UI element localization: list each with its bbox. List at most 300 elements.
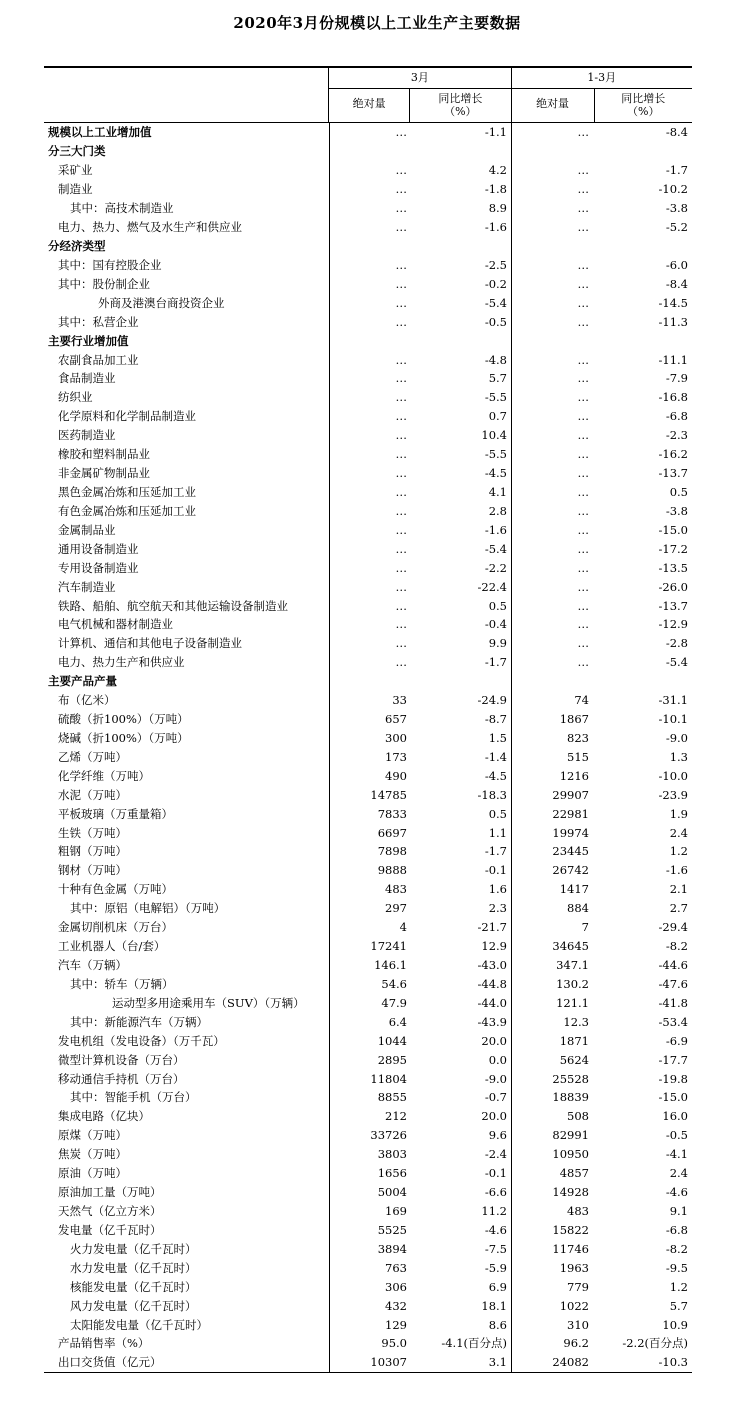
jan-mar-yoy-cell: -15.0 [658, 522, 688, 537]
jan-mar-absolute-cell: 130.2 [556, 976, 589, 991]
row-label: 出口交货值（亿元） [58, 1355, 162, 1370]
row-label: 生铁（万吨） [58, 825, 127, 840]
march-absolute-cell: 169 [385, 1204, 407, 1218]
row-label: 其中：股份制企业 [58, 276, 150, 291]
jan-mar-yoy-cell: -1.6 [665, 863, 688, 878]
section-heading: 主要产品产量 [48, 674, 117, 689]
jan-mar-yoy-cell: 9.1 [669, 1204, 688, 1218]
march-absolute-cell: 33 [392, 693, 407, 708]
jan-mar-absolute-cell: … [577, 655, 589, 670]
march-yoy-cell: -5.4 [484, 541, 507, 556]
march-yoy-cell: 12.9 [481, 939, 507, 954]
march-yoy-cell: -2.4 [484, 1147, 507, 1162]
jan-mar-absolute-cell: 74 [574, 693, 589, 708]
table-row [44, 634, 692, 653]
march-absolute-cell: 7898 [377, 844, 407, 859]
table-row [44, 1202, 692, 1221]
jan-mar-yoy-cell: 16.0 [662, 1109, 688, 1124]
table-row [44, 653, 692, 672]
jan-mar-absolute-cell: … [577, 182, 589, 197]
march-yoy-cell: 10.4 [481, 428, 507, 443]
row-label: 工业机器人（台/套） [58, 939, 166, 954]
jan-mar-yoy-cell: -13.7 [658, 598, 688, 613]
march-yoy-cell: -21.7 [477, 920, 507, 935]
table-row [44, 691, 692, 710]
jan-mar-yoy-cell: -9.0 [665, 730, 688, 745]
jan-mar-yoy-cell: -11.3 [658, 314, 688, 329]
march-absolute-cell: 432 [385, 1298, 407, 1313]
table-row [44, 804, 692, 823]
row-label: 发电机组（发电设备）（万千瓦） [58, 1033, 225, 1048]
jan-mar-yoy-cell: -10.3 [658, 1355, 688, 1370]
jan-mar-absolute-cell: 1022 [559, 1298, 589, 1313]
march-yoy-cell: 2.8 [488, 503, 507, 518]
table-row [44, 766, 692, 785]
table-row [44, 1031, 692, 1050]
march-yoy-cell: -0.4 [484, 617, 507, 632]
header-label-cell [44, 68, 328, 122]
march-yoy-cell: 9.9 [488, 636, 507, 651]
jan-mar-absolute-cell: … [577, 617, 589, 632]
table-row [44, 1315, 692, 1334]
march-absolute-cell: 129 [385, 1317, 407, 1332]
march-yoy-cell: -4.5 [484, 768, 507, 783]
march-yoy-cell: -43.0 [477, 958, 507, 973]
row-label: 电气机械和器材制造业 [58, 617, 173, 632]
jan-mar-absolute-cell: 7 [581, 920, 589, 935]
jan-mar-absolute-cell: … [577, 390, 589, 405]
march-absolute-cell: … [395, 295, 407, 310]
table-row [44, 161, 692, 180]
march-yoy-cell: 20.0 [481, 1109, 507, 1124]
table-row [44, 142, 692, 161]
march-absolute-cell: … [395, 598, 407, 613]
data-table [44, 66, 692, 1373]
table-row [44, 1145, 692, 1164]
table-row [44, 426, 692, 445]
jan-mar-absolute-cell: … [577, 201, 589, 216]
march-absolute-cell: … [395, 541, 407, 556]
march-yoy-cell: -2.5 [484, 257, 507, 272]
march-absolute-cell: … [395, 655, 407, 670]
march-absolute-cell: 146.1 [374, 958, 407, 973]
row-label: 烧碱（折100%）（万吨） [58, 730, 189, 745]
march-yoy-cell: 1.6 [488, 882, 507, 897]
table-row [44, 577, 692, 596]
jan-mar-absolute-cell: … [577, 522, 589, 537]
march-yoy-cell: 4.2 [488, 163, 507, 178]
march-yoy-cell: -6.6 [484, 1185, 507, 1200]
jan-mar-absolute-cell: … [577, 636, 589, 651]
row-label: 焦炭（万吨） [58, 1147, 127, 1162]
row-label: 金属制品业 [58, 522, 116, 537]
row-label: 原油加工量（万吨） [58, 1185, 162, 1200]
jan-mar-yoy-cell: -6.8 [665, 1222, 688, 1237]
jan-mar-yoy-cell: -10.1 [658, 712, 688, 727]
table-row [44, 899, 692, 918]
jan-mar-yoy-cell: -7.9 [665, 371, 688, 386]
jan-mar-yoy-cell: 2.4 [669, 825, 688, 840]
table-row [44, 1088, 692, 1107]
jan-mar-absolute-cell: 22981 [552, 806, 589, 821]
march-absolute-cell: 490 [385, 768, 407, 783]
table-row [44, 312, 692, 331]
jan-mar-absolute-cell: … [577, 352, 589, 367]
table-row [44, 501, 692, 520]
row-label: 集成电路（亿块） [58, 1109, 150, 1124]
table-row [44, 293, 692, 312]
table-row [44, 729, 692, 748]
header-jan-mar: 1-3月 [512, 68, 692, 89]
march-yoy-cell: 1.5 [488, 730, 507, 745]
row-label: 黑色金属冶炼和压延加工业 [58, 484, 196, 499]
march-yoy-cell: -44.8 [477, 976, 507, 991]
row-label: 铁路、船舶、航空航天和其他运输设备制造业 [58, 598, 288, 613]
march-yoy-cell: -4.6 [484, 1222, 507, 1237]
jan-mar-absolute-cell: 884 [567, 901, 589, 916]
march-absolute-cell: 7833 [377, 806, 407, 821]
jan-mar-yoy-cell: -47.6 [658, 976, 688, 991]
table-row [44, 350, 692, 369]
section-heading: 规模以上工业增加值 [48, 125, 152, 140]
header-march-yoy [409, 89, 510, 122]
march-yoy-cell: -1.4 [484, 749, 507, 764]
table-row [44, 1107, 692, 1126]
row-label: 其中：轿车（万辆） [70, 976, 174, 991]
jan-mar-yoy-cell: -12.9 [658, 617, 688, 632]
row-label: 电力、热力、燃气及水生产和供应业 [58, 220, 242, 235]
jan-mar-yoy-cell: -53.4 [658, 1014, 688, 1029]
march-yoy-cell: -8.7 [484, 712, 507, 727]
table-header [44, 68, 692, 123]
march-absolute-cell: 173 [385, 749, 407, 764]
march-absolute-cell: … [395, 201, 407, 216]
jan-mar-yoy-cell: -10.0 [658, 768, 688, 783]
march-yoy-cell: 2.3 [488, 901, 507, 916]
march-yoy-cell: 6.9 [488, 1279, 507, 1294]
row-label: 非金属矿物制品业 [58, 466, 150, 481]
march-absolute-cell: … [395, 484, 407, 499]
march-absolute-cell: 17241 [370, 939, 407, 954]
jan-mar-absolute-cell: … [577, 220, 589, 235]
march-absolute-cell: 6.4 [388, 1014, 407, 1029]
row-label: 其中：智能手机（万台） [70, 1090, 197, 1105]
table-row [44, 1126, 692, 1145]
row-label: 外商及港澳台商投资企业 [98, 295, 225, 310]
march-yoy-cell: -4.5 [484, 466, 507, 481]
jan-mar-absolute-cell: … [577, 125, 589, 140]
table-row [44, 237, 692, 256]
row-label: 移动通信手持机（万台） [58, 1071, 185, 1086]
jan-mar-absolute-cell: … [577, 447, 589, 462]
row-label: 其中：高技术制造业 [70, 201, 174, 216]
row-label: 发电量（亿千瓦时） [58, 1222, 162, 1237]
table-row [44, 842, 692, 861]
march-yoy-cell: 18.1 [481, 1298, 507, 1313]
march-absolute-cell: … [395, 522, 407, 537]
march-absolute-cell: … [395, 390, 407, 405]
jan-mar-absolute-cell: 1871 [559, 1033, 589, 1048]
jan-mar-absolute-cell: 23445 [552, 844, 589, 859]
jan-mar-yoy-cell: -5.2 [665, 220, 688, 235]
table-row [44, 1183, 692, 1202]
jan-mar-absolute-cell: 25528 [552, 1071, 589, 1086]
march-absolute-cell: 1044 [377, 1033, 407, 1048]
march-absolute-cell: 10307 [370, 1355, 407, 1370]
jan-mar-absolute-cell: … [577, 314, 589, 329]
table-row [44, 785, 692, 804]
march-absolute-cell: 54.6 [381, 976, 407, 991]
row-label: 纺织业 [58, 390, 93, 405]
march-absolute-cell: … [395, 617, 407, 632]
jan-mar-absolute-cell: 4857 [559, 1166, 589, 1181]
table-row [44, 199, 692, 218]
march-absolute-cell: … [395, 579, 407, 594]
jan-mar-yoy-cell: -8.4 [665, 276, 688, 291]
jan-mar-yoy-cell: -15.0 [658, 1090, 688, 1105]
jan-mar-yoy-cell: -17.7 [658, 1052, 688, 1067]
jan-mar-absolute-cell: … [577, 484, 589, 499]
jan-mar-yoy-cell: -1.7 [665, 163, 688, 178]
column-divider [511, 123, 512, 1372]
march-absolute-cell: 5004 [377, 1185, 407, 1200]
table-row [44, 1277, 692, 1296]
table-row [44, 558, 692, 577]
jan-mar-yoy-cell: -6.8 [665, 409, 688, 424]
march-absolute-cell: 483 [385, 882, 407, 897]
row-label: 其中：新能源汽车（万辆） [70, 1014, 208, 1029]
table-row [44, 218, 692, 237]
row-label: 十种有色金属（万吨） [58, 882, 173, 897]
jan-mar-absolute-cell: 1417 [559, 882, 589, 897]
jan-mar-absolute-cell: 18839 [552, 1090, 589, 1105]
table-row [44, 1012, 692, 1031]
row-label: 有色金属冶炼和压延加工业 [58, 503, 196, 518]
jan-mar-absolute-cell: 1867 [559, 712, 589, 727]
header-jan-mar-absolute: 绝对量 [536, 97, 570, 110]
header-march-yoy-line2: （%） [444, 105, 477, 118]
jan-mar-yoy-cell: 2.4 [669, 1166, 688, 1181]
jan-mar-absolute-cell: … [577, 257, 589, 272]
row-label: 采矿业 [58, 163, 93, 178]
march-absolute-cell: … [395, 428, 407, 443]
march-absolute-cell: 306 [385, 1279, 407, 1294]
march-absolute-cell: 300 [385, 730, 407, 745]
march-yoy-cell: -43.9 [477, 1014, 507, 1029]
row-label: 医药制造业 [58, 428, 116, 443]
march-yoy-cell: -1.6 [484, 220, 507, 235]
row-label: 核能发电量（亿千瓦时） [70, 1279, 197, 1294]
jan-mar-yoy-cell: -41.8 [658, 995, 688, 1010]
jan-mar-yoy-cell: -3.8 [665, 503, 688, 518]
row-label: 其中：国有控股企业 [58, 257, 162, 272]
march-yoy-cell: -1.1 [484, 125, 507, 140]
jan-mar-absolute-cell: 29907 [552, 787, 589, 802]
march-absolute-cell: 297 [385, 901, 407, 916]
row-label: 布（亿米） [58, 693, 116, 708]
jan-mar-yoy-cell: -10.2 [658, 182, 688, 197]
table-row [44, 1258, 692, 1277]
jan-mar-yoy-cell: -29.4 [658, 920, 688, 935]
jan-mar-absolute-cell: … [577, 409, 589, 424]
march-yoy-cell: 3.1 [488, 1355, 507, 1370]
jan-mar-yoy-cell: -14.5 [658, 295, 688, 310]
jan-mar-yoy-cell: -26.0 [658, 579, 688, 594]
row-label: 原煤（万吨） [58, 1128, 127, 1143]
row-label: 汽车制造业 [58, 579, 116, 594]
jan-mar-absolute-cell: 515 [567, 749, 589, 764]
table-row [44, 1220, 692, 1239]
march-absolute-cell: … [395, 220, 407, 235]
jan-mar-yoy-cell: 2.1 [669, 882, 688, 897]
jan-mar-yoy-cell: -13.7 [658, 466, 688, 481]
jan-mar-yoy-cell: -44.6 [658, 958, 688, 973]
jan-mar-absolute-cell: 10950 [552, 1147, 589, 1162]
march-yoy-cell: -2.2 [484, 560, 507, 575]
row-label: 计算机、通信和其他电子设备制造业 [58, 636, 242, 651]
march-absolute-cell: 33726 [370, 1128, 407, 1143]
march-absolute-cell: … [395, 163, 407, 178]
jan-mar-absolute-cell: 11746 [552, 1241, 589, 1256]
jan-mar-absolute-cell: 96.2 [563, 1336, 589, 1351]
march-yoy-cell: -5.5 [484, 447, 507, 462]
march-yoy-cell: 8.9 [488, 201, 507, 216]
march-absolute-cell: … [395, 276, 407, 291]
jan-mar-yoy-cell: 0.5 [669, 484, 688, 499]
jan-mar-yoy-cell: -3.8 [665, 201, 688, 216]
table-row [44, 1296, 692, 1315]
jan-mar-yoy-cell: -19.8 [658, 1071, 688, 1086]
jan-mar-yoy-cell: 1.9 [669, 806, 688, 821]
table-row [44, 596, 692, 615]
jan-mar-yoy-cell: -5.4 [665, 655, 688, 670]
row-label: 水泥（万吨） [58, 787, 127, 802]
jan-mar-yoy-cell: -16.8 [658, 390, 688, 405]
jan-mar-absolute-cell: 5624 [559, 1052, 589, 1067]
march-yoy-cell: 1.1 [488, 825, 507, 840]
march-yoy-cell: -0.1 [484, 863, 507, 878]
march-yoy-cell: 0.5 [488, 806, 507, 821]
table-row [44, 180, 692, 199]
march-yoy-cell: -9.0 [484, 1071, 507, 1086]
jan-mar-yoy-cell: -6.9 [665, 1033, 688, 1048]
row-label: 原油（万吨） [58, 1166, 127, 1181]
table-row [44, 539, 692, 558]
table-row [44, 1069, 692, 1088]
jan-mar-yoy-cell: -0.5 [665, 1128, 688, 1143]
row-label: 粗钢（万吨） [58, 844, 127, 859]
row-label: 其中：私营企业 [58, 314, 139, 329]
table-row [44, 388, 692, 407]
table-row [44, 672, 692, 691]
march-yoy-cell: -7.5 [484, 1241, 507, 1256]
table-row [44, 1353, 692, 1372]
table-row [44, 255, 692, 274]
jan-mar-absolute-cell: … [577, 466, 589, 481]
march-yoy-cell: 0.0 [488, 1052, 507, 1067]
march-yoy-cell: 0.7 [488, 409, 507, 424]
header-march: 3月 [329, 68, 510, 89]
march-absolute-cell: 8855 [377, 1090, 407, 1105]
header-march-yoy-line1: 同比增长 [438, 92, 483, 105]
jan-mar-yoy-cell: 10.9 [662, 1317, 688, 1332]
row-label: 农副食品加工业 [58, 352, 139, 367]
jan-mar-absolute-cell: … [577, 579, 589, 594]
table-row [44, 274, 692, 293]
table-row [44, 445, 692, 464]
jan-mar-absolute-cell: 24082 [552, 1355, 589, 1370]
march-absolute-cell: … [395, 125, 407, 140]
jan-mar-yoy-cell: -4.6 [665, 1185, 688, 1200]
march-absolute-cell: 212 [385, 1109, 407, 1124]
jan-mar-yoy-cell: -23.9 [658, 787, 688, 802]
jan-mar-yoy-cell: -11.1 [658, 352, 688, 367]
jan-mar-yoy-cell: -8.2 [665, 939, 688, 954]
jan-mar-yoy-cell: -2.3 [665, 428, 688, 443]
column-divider [329, 123, 330, 1372]
header-jan-mar-yoy-line2: （%） [627, 105, 660, 118]
march-absolute-cell: 95.0 [381, 1336, 407, 1351]
table-row [44, 520, 692, 539]
jan-mar-yoy-cell: -13.5 [658, 560, 688, 575]
march-absolute-cell: … [395, 371, 407, 386]
table-row [44, 407, 692, 426]
jan-mar-yoy-cell: -8.2 [665, 1241, 688, 1256]
march-yoy-cell: 11.2 [481, 1204, 507, 1218]
jan-mar-absolute-cell: 483 [567, 1204, 589, 1218]
march-absolute-cell: 1656 [377, 1166, 407, 1181]
table-row [44, 937, 692, 956]
march-absolute-cell: 4 [399, 920, 407, 935]
jan-mar-absolute-cell: … [577, 295, 589, 310]
header-march-absolute: 绝对量 [352, 97, 386, 110]
section-heading: 主要行业增加值 [48, 333, 129, 348]
table-row [44, 615, 692, 634]
jan-mar-yoy-cell: -16.2 [658, 447, 688, 462]
jan-mar-yoy-cell: -8.4 [665, 125, 688, 140]
jan-mar-absolute-cell: 508 [567, 1109, 589, 1124]
row-label: 金属切削机床（万台） [58, 920, 173, 935]
jan-mar-absolute-cell: 19974 [552, 825, 589, 840]
header-jan-mar-yoy-line1: 同比增长 [621, 92, 666, 105]
row-label: 化学原料和化学制品制造业 [58, 409, 196, 424]
row-label: 电力、热力生产和供应业 [58, 655, 185, 670]
header-group-march [328, 68, 510, 122]
jan-mar-yoy-cell: -2.8 [665, 636, 688, 651]
march-yoy-cell: -1.7 [484, 655, 507, 670]
jan-mar-absolute-cell: 26742 [552, 863, 589, 878]
march-absolute-cell: 5525 [377, 1222, 407, 1237]
row-label: 产品销售率（%） [58, 1336, 150, 1351]
row-label: 水力发电量（亿千瓦时） [70, 1260, 197, 1275]
jan-mar-absolute-cell: 15822 [552, 1222, 589, 1237]
table-row [44, 823, 692, 842]
jan-mar-yoy-cell: -31.1 [658, 693, 688, 708]
jan-mar-yoy-cell: -17.2 [658, 541, 688, 556]
jan-mar-absolute-cell: … [577, 371, 589, 386]
table-row [44, 956, 692, 975]
march-yoy-cell: -0.2 [484, 276, 507, 291]
jan-mar-absolute-cell: 823 [567, 730, 589, 745]
march-absolute-cell: … [395, 314, 407, 329]
row-label: 运动型多用途乘用车（SUV）（万辆） [112, 995, 305, 1010]
march-yoy-cell: -22.4 [477, 579, 507, 594]
table-row [44, 123, 692, 142]
row-label: 风力发电量（亿千瓦时） [70, 1298, 197, 1313]
row-label: 食品制造业 [58, 371, 116, 386]
row-label: 专用设备制造业 [58, 560, 139, 575]
march-yoy-cell: -18.3 [477, 787, 507, 802]
